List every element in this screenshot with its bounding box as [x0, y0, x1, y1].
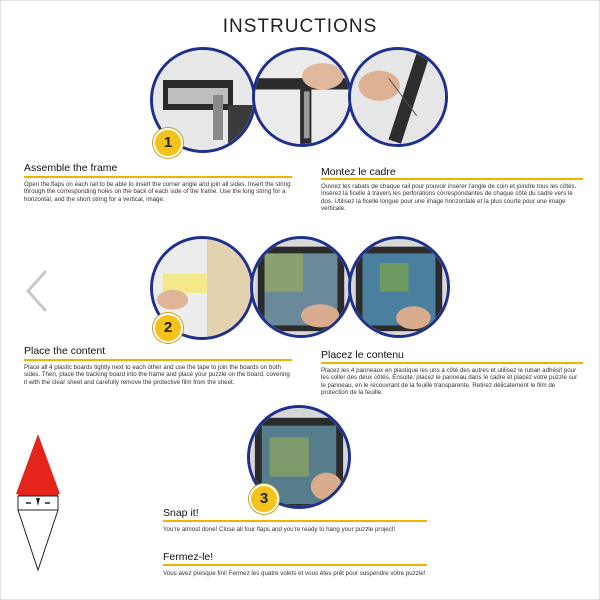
step1-rule-en	[24, 176, 292, 178]
step1-number-badge: 1	[153, 128, 183, 158]
step1-photo-hang-string	[348, 47, 448, 147]
step1-photo-hand-insert	[252, 47, 352, 147]
step2-rule-fr	[321, 362, 583, 364]
step3-number-badge: 3	[249, 484, 279, 514]
step2-heading-fr: Placez le contenu	[321, 349, 404, 361]
page-title: INSTRUCTIONS	[222, 16, 378, 37]
step2-heading-en: Place the content	[24, 345, 106, 357]
step1-text-en: Open the flaps on each rail to be able to insert the corner angle and join all sides. Insert the string through the corresponding holes on the back of each side of the frame. Use the long string for a horizontal, and the short string for a vertical, image.	[24, 181, 291, 203]
step2-text-fr: Placez les 4 panneaux en plastique les uns à côté des autres et utilisez le ruban adhésif pour les coller des deux côtés. Ensuite, placez le panneau dans le cadre et placez votre puzzle sur le panneau, en le recouvrant de la feuille transparente. Retirez délicatement le film de protection de la feuille.	[321, 367, 578, 397]
step3-heading-en: Snap it!	[163, 507, 199, 519]
step1-heading-en: Assemble the frame	[24, 162, 118, 174]
step3-rule-fr	[163, 564, 427, 566]
step1-rule-fr	[321, 178, 583, 180]
gnome-icon	[14, 434, 62, 572]
step2-text-en: Place all 4 plastic boards tightly next to each other and use the tape to join the boards on both sides. Then, place the backing board into the frame and place your puzzle on the board, covering it with the clear sheet and carefully remove the protective film from the sheet.	[24, 364, 290, 386]
chevron-left-icon[interactable]	[24, 268, 50, 314]
step1-text-fr: Ouvrez les rabats de chaque rail pour pouvoir insérer l'angle de coin et joindre tous les côtés. Insérez la ficelle à travers les perforations correspondantes de chaque côté du cadre vers le dos. Utilisez la ficelle longue pour une image horizontale et la plus courte pour une image verticale.	[321, 183, 577, 213]
step3-text-en: You're almost done! Close all four flaps and you're ready to hang your puzzle project!	[163, 526, 396, 533]
step3-rule-en	[163, 520, 427, 522]
step2-rule-en	[24, 359, 292, 361]
step2-photo-remove-film	[348, 236, 450, 338]
step3-text-fr: Vous avez presque fini! Fermez les quatre volets et vous êtes prêt pour suspendre votre puzzle!	[163, 570, 426, 577]
step2-photo-place-puzzle	[250, 236, 352, 338]
step2-number-badge: 2	[153, 313, 183, 343]
step3-heading-fr: Fermez-le!	[163, 551, 214, 563]
step1-heading-fr: Montez le cadre	[321, 166, 396, 178]
